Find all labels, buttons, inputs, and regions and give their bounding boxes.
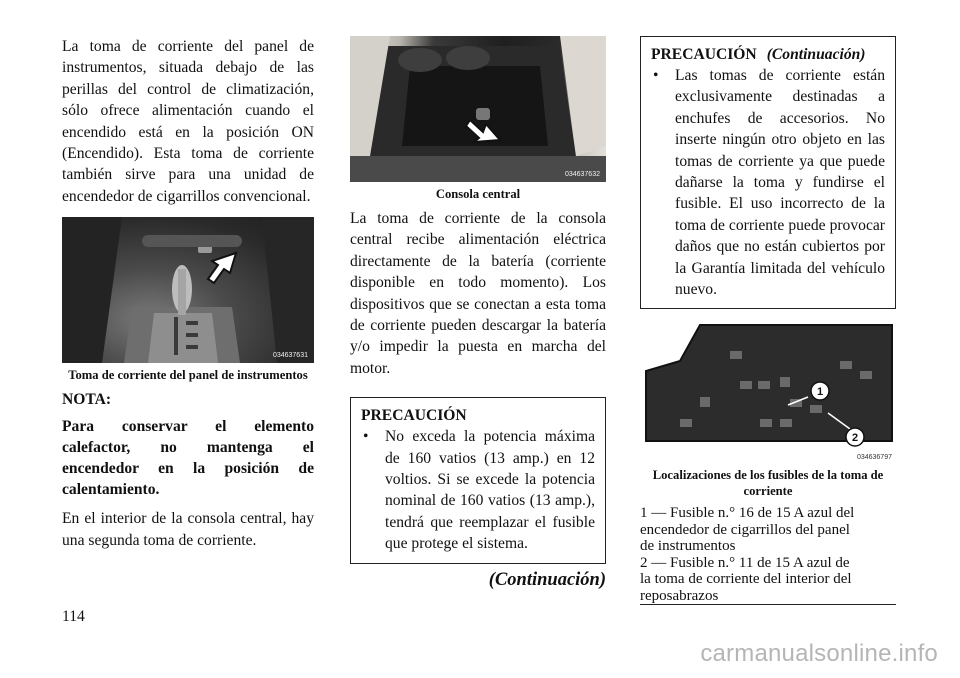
- bullet-icon: •: [653, 67, 659, 84]
- note-text: Para conservar el elemento calefactor, no mantenga el encendedor en la posición de calentamiento.: [62, 418, 314, 499]
- fuse-panel-illustration: [640, 321, 896, 463]
- continued-label: (Continuación): [488, 569, 606, 590]
- note-heading: NOTA:: [62, 391, 112, 409]
- console-illustration: [350, 36, 606, 182]
- intro-paragraph: La toma de corriente del panel de instrumentos, situada debajo de las perillas del control de climatización, sólo ofrece alimentación cuando el encendido está en la posición ON (Encendido). Esta toma de corriente también sirve para una unidad de encendedor de cigarrillos convencional.: [62, 38, 314, 205]
- precaution-title: PRECAUCIÓN: [361, 407, 467, 425]
- watermark: carmanualsonline.info: [700, 640, 938, 667]
- legend-line: 2 — Fusible n.° 11 de 15 A azul de: [640, 554, 850, 571]
- precaution-item-text: No exceda la potencia máxima de 160 vatios (13 amp.) en 12 voltios. Si se excede la potencia nominal de 160 vatios (13 amp.), tendrá que reemplazar el fusible que protege el sistema.: [385, 428, 595, 553]
- precaution-continued-box: [640, 36, 896, 309]
- legend-line: 1 — Fusible n.° 16 de 15 A azul del: [640, 505, 855, 522]
- legend-line: reposabrazos: [640, 587, 719, 604]
- console-paragraph: La toma de corriente de la consola central recibe alimentación eléctrica directamente de la batería (corriente disponible en todo momento). Los dispositivos que se conectan a esta toma de corriente pueden descargar la batería y/o impedir la puesta en marcha del motor.: [350, 210, 606, 377]
- photo3-caption: Localizaciones de los fusibles de la toma de corriente: [652, 468, 884, 499]
- precaution-title-text: PRECAUCIÓN: [651, 46, 757, 63]
- center-console-photo: [350, 36, 606, 182]
- precaution-continued-title: [651, 45, 885, 65]
- precaution-item-text: Las tomas de corriente están exclusivamente destinadas a enchufes de accesorios. No inserte ningún otro objeto en las tomas de corriente ya que puede dañarse la toma y fundirse el fusible. El uso incorrecto de la toma de corriente puede provocar daños que no están cubiertos por la Garantía limitada del vehículo nuevo.: [675, 67, 885, 299]
- photo2-code: 034637632: [564, 171, 600, 178]
- photo1-caption: Toma de corriente del panel de instrumentos: [68, 368, 308, 383]
- instrument-panel-outlet-photo: [62, 217, 314, 363]
- fuse-panel-photo: [640, 321, 896, 463]
- precaution-box: [350, 397, 606, 563]
- gear-shifter-illustration: [62, 217, 314, 363]
- second-outlet-paragraph: En el interior de la consola central, hay una segunda toma de corriente.: [62, 510, 314, 549]
- column-left: [62, 36, 314, 551]
- photo1-code: 034637631: [272, 352, 308, 360]
- precaution-item: [361, 426, 595, 554]
- column-right: [640, 36, 896, 605]
- page-number: 114: [62, 608, 85, 625]
- photo2-caption: Consola central: [435, 187, 521, 201]
- precaution-item: [651, 65, 885, 300]
- callout-label-1: 1: [816, 386, 824, 399]
- legend-line: encendedor de cigarrillos del panel: [640, 521, 850, 538]
- bullet-icon: •: [363, 428, 369, 446]
- precaution-continued-tag: (Continuación): [766, 46, 866, 63]
- legend-line: la toma de corriente del interior del: [640, 571, 852, 588]
- photo3-code: 034636797: [856, 454, 892, 462]
- callout-label-2: 2: [851, 432, 859, 445]
- fuse-legend: [640, 505, 896, 605]
- legend-line: de instrumentos: [640, 538, 736, 555]
- column-middle: [350, 36, 606, 591]
